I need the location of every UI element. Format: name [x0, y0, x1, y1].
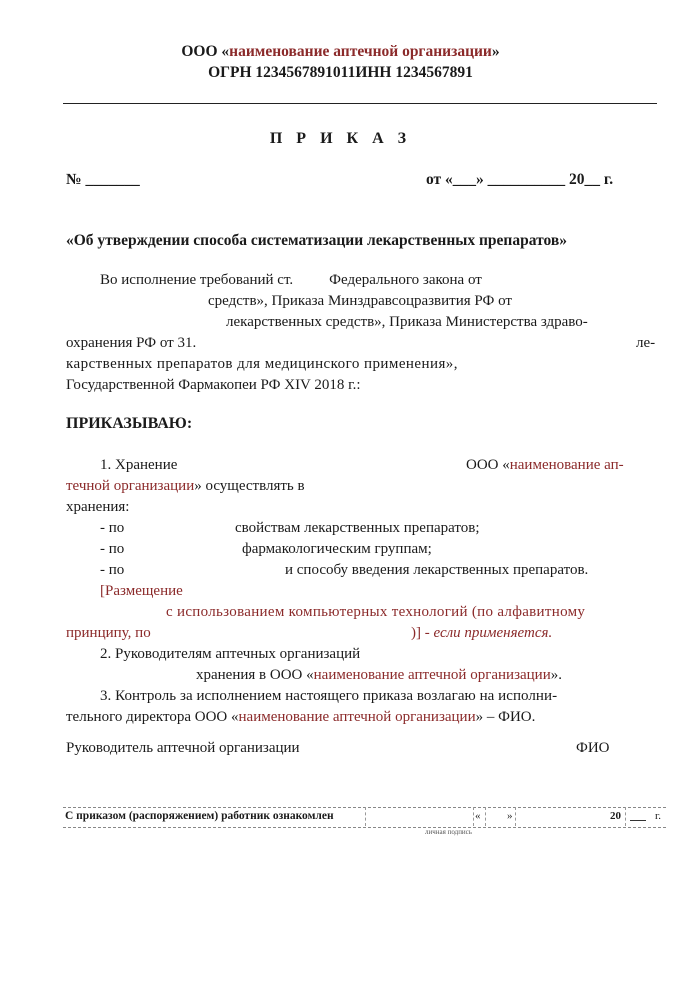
- item2-text: хранения в ООО «: [196, 667, 314, 683]
- org-suffix: »: [491, 43, 500, 60]
- item1-bullet-1b: свойствам лекарственных препаратов;: [235, 520, 480, 536]
- org-name-placeholder: наименование ап-: [509, 457, 624, 473]
- organization-name: [0, 43, 681, 61]
- year-underline: [630, 820, 646, 821]
- org-name-placeholder: течной организации: [66, 478, 195, 494]
- preamble-line-4b: ле-: [636, 335, 656, 351]
- signature-name: ФИО: [576, 740, 610, 756]
- org-name-placeholder: наименование аптечной организации: [229, 43, 492, 60]
- item3-text: » – ФИО.: [475, 709, 536, 725]
- document-title: П Р И К А З: [269, 130, 412, 147]
- year-suffix: г.: [655, 810, 662, 822]
- preamble-line-1: [100, 272, 482, 289]
- item1-bullet-2a: - по: [100, 541, 125, 557]
- quote-close: »: [507, 810, 513, 822]
- preamble-text: Во исполнение требований ст.: [100, 272, 294, 288]
- order-number: № _______: [66, 171, 140, 188]
- item1-text: » осуществлять в: [194, 478, 305, 494]
- item1-line-2: [66, 478, 305, 495]
- optional-clause-1: [Размещение: [100, 583, 183, 599]
- item1-bullet-2b: фармакологическим группам;: [242, 541, 432, 557]
- item1-bullet-3a: - по: [100, 562, 125, 578]
- signature-role: Руководитель аптечной организации: [66, 740, 300, 756]
- preamble-line-3: лекарственных средств», Приказа Министерства здраво-: [226, 314, 588, 330]
- item1-org: [466, 457, 624, 474]
- preamble-line-4a: охранения РФ от 31.: [66, 335, 197, 351]
- acknowledgement-text: С приказом (распоряжением) работник ознакомлен: [65, 810, 334, 822]
- bracket-close: )]: [411, 625, 421, 641]
- preamble-line-6: Государственной Фармакопеи РФ XIV 2018 г.:: [66, 377, 361, 393]
- year-prefix: 20: [610, 810, 621, 822]
- org-name-placeholder: наименование аптечной организации: [313, 667, 551, 683]
- preamble-line-5: карственных препаратов для медицинского применения»,: [66, 356, 458, 372]
- optional-clause-3a: принципу, по: [66, 625, 151, 641]
- item1-bullet-3b: и способу введения лекарственных препаратов.: [285, 562, 589, 578]
- preamble-line-2: средств», Приказа Минздравсоцразвития РФ от: [208, 293, 512, 309]
- optional-clause-2: с использованием компьютерных технологий (по алфавитному: [166, 604, 586, 620]
- item1-line-3: хранения:: [66, 499, 130, 515]
- year-field[interactable]: [625, 807, 650, 826]
- quote-open: «: [475, 810, 481, 822]
- item3-line-2: [66, 709, 535, 726]
- item2-text: ».: [550, 667, 562, 683]
- acknowledgement-table: [63, 807, 666, 836]
- signature-caption: личная подпись: [425, 828, 472, 836]
- item3-text: тельного директора ООО «: [66, 709, 239, 725]
- org-name-placeholder: наименование аптечной организации: [238, 709, 476, 725]
- item3-line-1: 3. Контроль за исполнением настоящего приказа возлагаю на исполни-: [100, 688, 558, 704]
- month-field[interactable]: [515, 807, 608, 826]
- optional-note: - если применяется.: [421, 625, 553, 641]
- item1-start: 1. Хранение: [100, 457, 178, 473]
- header-divider: [63, 103, 657, 104]
- item2-line-2: [196, 667, 562, 684]
- signature-field[interactable]: [365, 807, 469, 826]
- order-heading: «Об утверждении способа систематизации лекарственных препаратов»: [66, 232, 567, 249]
- preamble-text: Федерального закона от: [329, 272, 482, 288]
- item1-org-prefix: ООО «: [466, 457, 510, 473]
- item2-line-1: 2. Руководителям аптечных организаций: [100, 646, 361, 662]
- prikazyvayu-heading: ПРИКАЗЫВАЮ:: [66, 415, 193, 432]
- item1-bullet-1a: - по: [100, 520, 125, 536]
- day-field[interactable]: [485, 807, 506, 826]
- ogrn-inn: ОГРН 1234567891011ИНН 1234567891: [208, 64, 473, 81]
- org-prefix: ООО «: [181, 43, 230, 60]
- order-date: от «___» __________ 20__ г.: [426, 171, 614, 188]
- optional-clause-3b: [411, 625, 552, 642]
